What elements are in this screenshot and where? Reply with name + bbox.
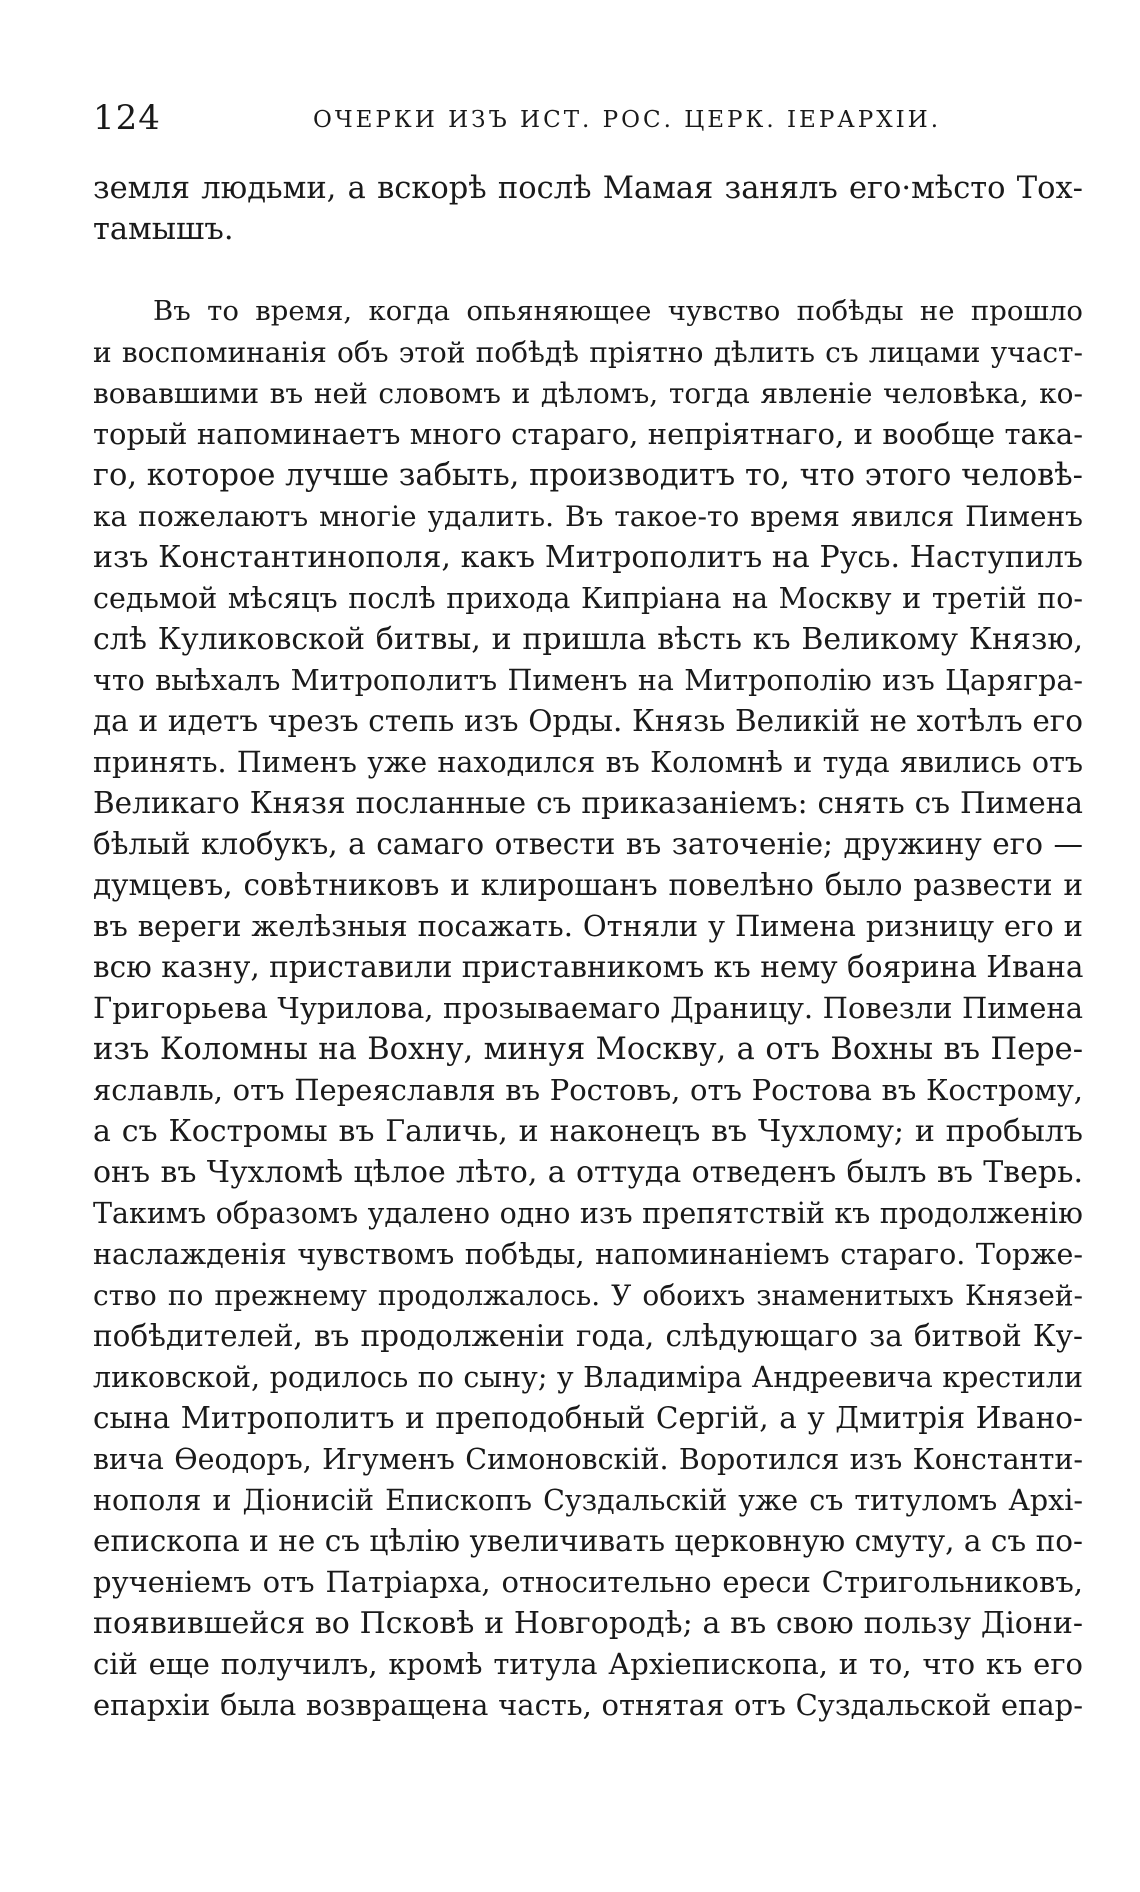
- text-line: и воспоминанія объ этой побѣдѣ пріятно дѣлить съ лицами участ-: [93, 336, 1083, 369]
- body-text: [93, 168, 1083, 1726]
- text-line: Великаго Князя посланные съ приказаніемъ: снять съ Пимена: [93, 786, 1083, 820]
- text-line: тамышъ.: [93, 212, 234, 247]
- text-line: рученіемъ отъ Патріарха, относительно ереси Стригольниковъ,: [93, 1565, 1083, 1599]
- text-line: епископа и не съ цѣлію увеличивать церковную смуту, а съ по-: [93, 1524, 1083, 1558]
- text-line: нополя и Діонисій Епископъ Суздальскій уже съ титуломъ Архі-: [93, 1484, 1083, 1517]
- text-line: слѣ Куликовской битвы, и пришла вѣсть къ Великому Князю,: [93, 622, 1083, 657]
- text-line: изъ Константинополя, какъ Митрополитъ на Русь. Наступилъ: [93, 540, 1083, 575]
- text-line: седьмой мѣсяцъ послѣ прихода Кипріана на Москву и третій по-: [93, 582, 1083, 615]
- text-line: земля людьми, а вскорѣ послѣ Мамая занялъ его·мѣсто Тох-: [93, 171, 1083, 206]
- text-line: го, которое лучше забыть, производитъ то, что этого человѣ-: [93, 458, 1083, 493]
- text-line: изъ Коломны на Вохну, минуя Москву, а отъ Вохны въ Пере-: [93, 1032, 1083, 1067]
- text-line: сій еще получилъ, кромѣ титула Архіепископа, и то, что къ его: [93, 1647, 1083, 1681]
- text-line: да и идетъ чрезъ степь изъ Орды. Князь Великій не хотѣлъ его: [93, 704, 1083, 738]
- text-line: бѣлый клобукъ, а самаго отвести въ заточеніе; дружину его —: [93, 827, 1083, 861]
- text-line: Григорьева Чурилова, прозываемаго Драницу. Повезли Пимена: [93, 991, 1083, 1025]
- text-line: яславль, отъ Переяславля въ Ростовъ, отъ Ростова въ Кострому,: [93, 1073, 1083, 1107]
- text-line: торый напоминаетъ много стараго, непріятнаго, и вообще така-: [93, 417, 1083, 451]
- text-line: вича Ѳеодоръ, Игуменъ Симоновскій. Воротился изъ Константи-: [93, 1443, 1083, 1476]
- text-line: наслажденія чувствомъ побѣды, напоминаніемъ стараго. Торже-: [93, 1238, 1083, 1271]
- text-line: побѣдителей, въ продолженіи года, слѣдующаго за битвой Ку-: [93, 1319, 1083, 1353]
- text-line: а съ Костромы въ Галичь, и наконецъ въ Чухлому; и пробылъ: [93, 1114, 1083, 1149]
- text-line: онъ въ Чухломѣ цѣлое лѣто, а оттуда отведенъ былъ въ Тверь.: [93, 1155, 1083, 1190]
- text-line: думцевъ, совѣтниковъ и клирошанъ повелѣно было развести и: [93, 868, 1083, 902]
- text-line: вовавшими въ ней словомъ и дѣломъ, тогда явленіе человѣка, ко-: [93, 377, 1083, 410]
- text-line: ликовской, родилось по сыну; у Владиміра Андреевича крестили: [93, 1361, 1083, 1394]
- text-line: ка пожелаютъ многіе удалить. Въ такое-то время явился Пименъ: [93, 500, 1083, 533]
- text-line: епархіи была возвращена часть, отнятая отъ Суздальской епар-: [93, 1688, 1083, 1722]
- text-line: что выѣхалъ Митрополитъ Пименъ на Митрополію изъ Царягра-: [93, 664, 1083, 697]
- page-header: [93, 98, 1053, 138]
- paragraph-gap: [93, 250, 1083, 291]
- text-line: Въ то время, когда опьяняющее чувство побѣды не прошло: [153, 295, 1083, 327]
- text-line: сына Митрополитъ и преподобный Сергій, а у Дмитрія Ивано-: [93, 1401, 1083, 1435]
- text-line: ство по прежнему продолжалось. У обоихъ знаменитыхъ Князей-: [93, 1279, 1083, 1312]
- page-number: 124: [93, 98, 161, 138]
- text-line: Такимъ образомъ удалено одно изъ препятствій къ продолженію: [93, 1197, 1083, 1230]
- text-line: всю казну, приставили приставникомъ къ нему боярина Ивана: [93, 950, 1084, 984]
- text-line: принять. Пименъ уже находился въ Коломнѣ и туда явились отъ: [93, 746, 1083, 779]
- text-line: появившейся во Псковѣ и Новгородѣ; а въ свою пользу Діони-: [93, 1606, 1083, 1641]
- running-head: ОЧЕРКИ ИЗЪ ИСТ. РОС. ЦЕРК. ІЕРАРХІИ.: [313, 107, 942, 133]
- text-line: въ вереги желѣзныя посажать. Отняли у Пимена ризницу его и: [93, 909, 1083, 943]
